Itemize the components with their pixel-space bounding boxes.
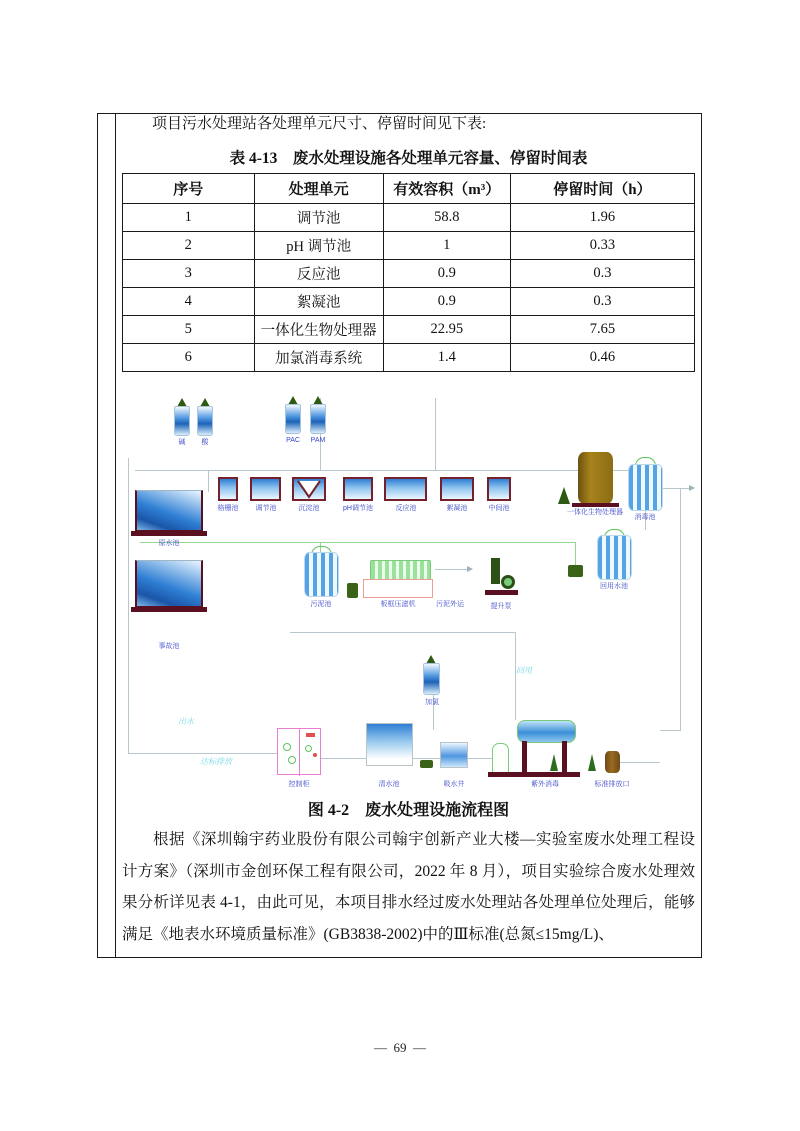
recycle-pipe	[140, 542, 575, 543]
tank-label: 紫外消毒	[531, 781, 559, 788]
pipe	[620, 762, 660, 763]
process-tank-settler	[292, 477, 326, 501]
col-header: 停留时间（h）	[510, 174, 694, 204]
sludge-cylinder	[304, 552, 339, 597]
tank-label: 控制柜	[288, 781, 310, 788]
valve-icon	[347, 583, 358, 598]
tank-label: 吸水井	[443, 781, 465, 788]
valve-icon	[420, 760, 433, 768]
clear-water-tank	[366, 723, 413, 766]
pipe	[660, 730, 681, 731]
pipe	[208, 470, 209, 492]
flow-diagram	[120, 390, 698, 792]
tank-label: 沉淀池	[298, 505, 320, 512]
flow-label: 回用	[516, 666, 532, 675]
cell: 1	[383, 232, 510, 260]
cell: 1	[123, 204, 255, 232]
settler-funnel-icon	[294, 480, 324, 500]
indicator-icon	[306, 733, 315, 737]
process-tank	[487, 477, 511, 501]
tank-base	[131, 607, 207, 612]
dosing-tank	[310, 404, 326, 434]
cell: 3	[123, 260, 255, 288]
left-spine-line	[115, 113, 116, 958]
intro-text: 项目污水处理站各处理单元尺寸、停留时间见下表:	[152, 116, 487, 132]
ground-bar	[488, 772, 580, 777]
cell: 6	[123, 344, 255, 372]
col-header: 处理单元	[254, 174, 383, 204]
indicator-icon	[313, 753, 317, 757]
cell: 1.96	[510, 204, 694, 232]
figure-caption: 图 4-2 废水处理设施流程图	[307, 802, 510, 819]
pipe	[128, 458, 129, 753]
cell: 0.9	[383, 260, 510, 288]
tank-label: PAC	[286, 437, 300, 444]
cell: 加氯消毒系统	[254, 344, 383, 372]
control-cabinet	[277, 728, 321, 775]
pipe	[663, 488, 690, 489]
cell: 22.95	[383, 316, 510, 344]
disinfection-cylinder	[628, 464, 663, 511]
cell: 絮凝池	[254, 288, 383, 316]
tank-label: 中间池	[488, 505, 510, 512]
pipe	[515, 632, 516, 720]
tank-label: 反应池	[395, 505, 417, 512]
table-row	[123, 316, 695, 344]
pump-icon	[568, 565, 583, 577]
emergency-tank	[135, 560, 203, 608]
pipe	[135, 470, 640, 471]
cell: 0.46	[510, 344, 694, 372]
process-tank	[218, 477, 238, 501]
cell: 2	[123, 232, 255, 260]
pipe	[468, 758, 492, 759]
table-row	[123, 260, 695, 288]
cell: 0.33	[510, 232, 694, 260]
uv-leg	[522, 741, 527, 772]
treatment-units-table	[122, 173, 695, 372]
suction-well-tank	[440, 742, 468, 768]
recycle-pipe	[575, 542, 576, 566]
tree-icon	[550, 754, 558, 771]
tank-label: 碱	[178, 439, 186, 446]
cell: 5	[123, 316, 255, 344]
tank-label: 消毒池	[634, 514, 656, 521]
cell: 0.9	[383, 288, 510, 316]
bio-reactor-tank	[578, 452, 613, 504]
uv-leg	[562, 741, 567, 772]
tank-label: pH调节池	[343, 505, 373, 512]
cell: 反应池	[254, 260, 383, 288]
tank-label: 标准排放口	[594, 781, 630, 788]
chlorine-tank	[423, 663, 440, 695]
pump-wheel	[501, 575, 515, 589]
pipe	[435, 569, 468, 570]
uv-disinfector	[517, 720, 576, 743]
table-row	[123, 204, 695, 232]
body-paragraph: 根据《深圳翰宇药业股份有限公司翰宇创新产业大楼—实验室废水处理工程设计方案》（深圳市金创环保工程有限公司，2022 年 8 月），项目实验综合废水处理效果分析详见表 4-1，由此可见，本项目排水经过废水处理站各处理单位处理后，能够满足《地表水环境质量标准》(GB3838-2002)中的Ⅲ标准(总氮≤15mg/L)、	[122, 831, 695, 943]
pipe	[680, 488, 681, 730]
tank-label: 絮凝池	[446, 505, 468, 512]
tank-label: 格栅池	[217, 505, 239, 512]
pipe	[435, 398, 436, 470]
outfall-cylinder	[605, 751, 620, 773]
tree-icon	[588, 754, 596, 771]
arrowhead-icon	[689, 485, 695, 491]
filter-press-base	[363, 579, 433, 598]
indicator-icon	[288, 756, 296, 764]
tank-base	[131, 531, 207, 536]
table-title: 表 4-13 废水处理设施各处理单元容量、停留时间表	[229, 150, 588, 167]
tank-label: 板框压滤机	[380, 601, 416, 608]
cell: 0.3	[510, 288, 694, 316]
process-tank	[343, 477, 373, 501]
tank-label: 回用水池	[600, 583, 628, 590]
table-row	[123, 344, 695, 372]
tank-label: 污泥池	[310, 601, 332, 608]
indicator-icon	[305, 745, 312, 752]
col-header: 有效容积（m³）	[383, 174, 510, 204]
cabinet-divider	[299, 729, 300, 776]
flow-label: 出水	[178, 717, 194, 726]
tank-label: 加氯	[425, 699, 439, 706]
tank-label: 清水池	[378, 781, 400, 788]
cell: pH 调节池	[254, 232, 383, 260]
flow-label: 达标排放	[200, 757, 232, 766]
valve-cone-icon	[558, 487, 570, 504]
tank-label: 原水池	[158, 540, 180, 547]
cell: 4	[123, 288, 255, 316]
indicator-icon	[283, 743, 291, 751]
table-header-row	[123, 174, 695, 204]
filter-press	[370, 560, 431, 581]
tank-label: 提升泵	[490, 603, 512, 610]
process-tank	[384, 477, 427, 501]
cell: 58.8	[383, 204, 510, 232]
tank-label: 事故池	[158, 643, 180, 650]
dosing-tank	[197, 406, 213, 436]
dosing-tank	[174, 406, 190, 436]
green-tank	[492, 743, 509, 773]
cell: 调节池	[254, 204, 383, 232]
cell: 0.3	[510, 260, 694, 288]
arrowhead-icon	[467, 566, 473, 572]
tank-base	[572, 503, 619, 507]
reuse-cylinder	[597, 535, 632, 580]
table-row	[123, 232, 695, 260]
process-tank	[440, 477, 474, 501]
pipe	[128, 753, 277, 754]
cell: 7.65	[510, 316, 694, 344]
col-header: 序号	[123, 174, 255, 204]
cell: 1.4	[383, 344, 510, 372]
pipe	[290, 632, 515, 633]
tank-label: 酸	[201, 439, 209, 446]
pump-base	[485, 590, 518, 595]
cell: 一体化生物处理器	[254, 316, 383, 344]
table-row	[123, 288, 695, 316]
dosing-tank	[285, 404, 301, 434]
tank-label: 一体化生物处理器	[567, 509, 623, 516]
page-number: — 69 —	[374, 1040, 426, 1055]
pump-body	[491, 558, 500, 584]
raw-water-tank	[135, 490, 203, 532]
tank-label: PAM	[310, 437, 326, 444]
pipe	[321, 758, 366, 759]
tank-label: 调节池	[255, 505, 277, 512]
pipe	[413, 758, 440, 759]
process-tank	[250, 477, 281, 501]
flow-label: 污泥外运	[436, 601, 464, 608]
